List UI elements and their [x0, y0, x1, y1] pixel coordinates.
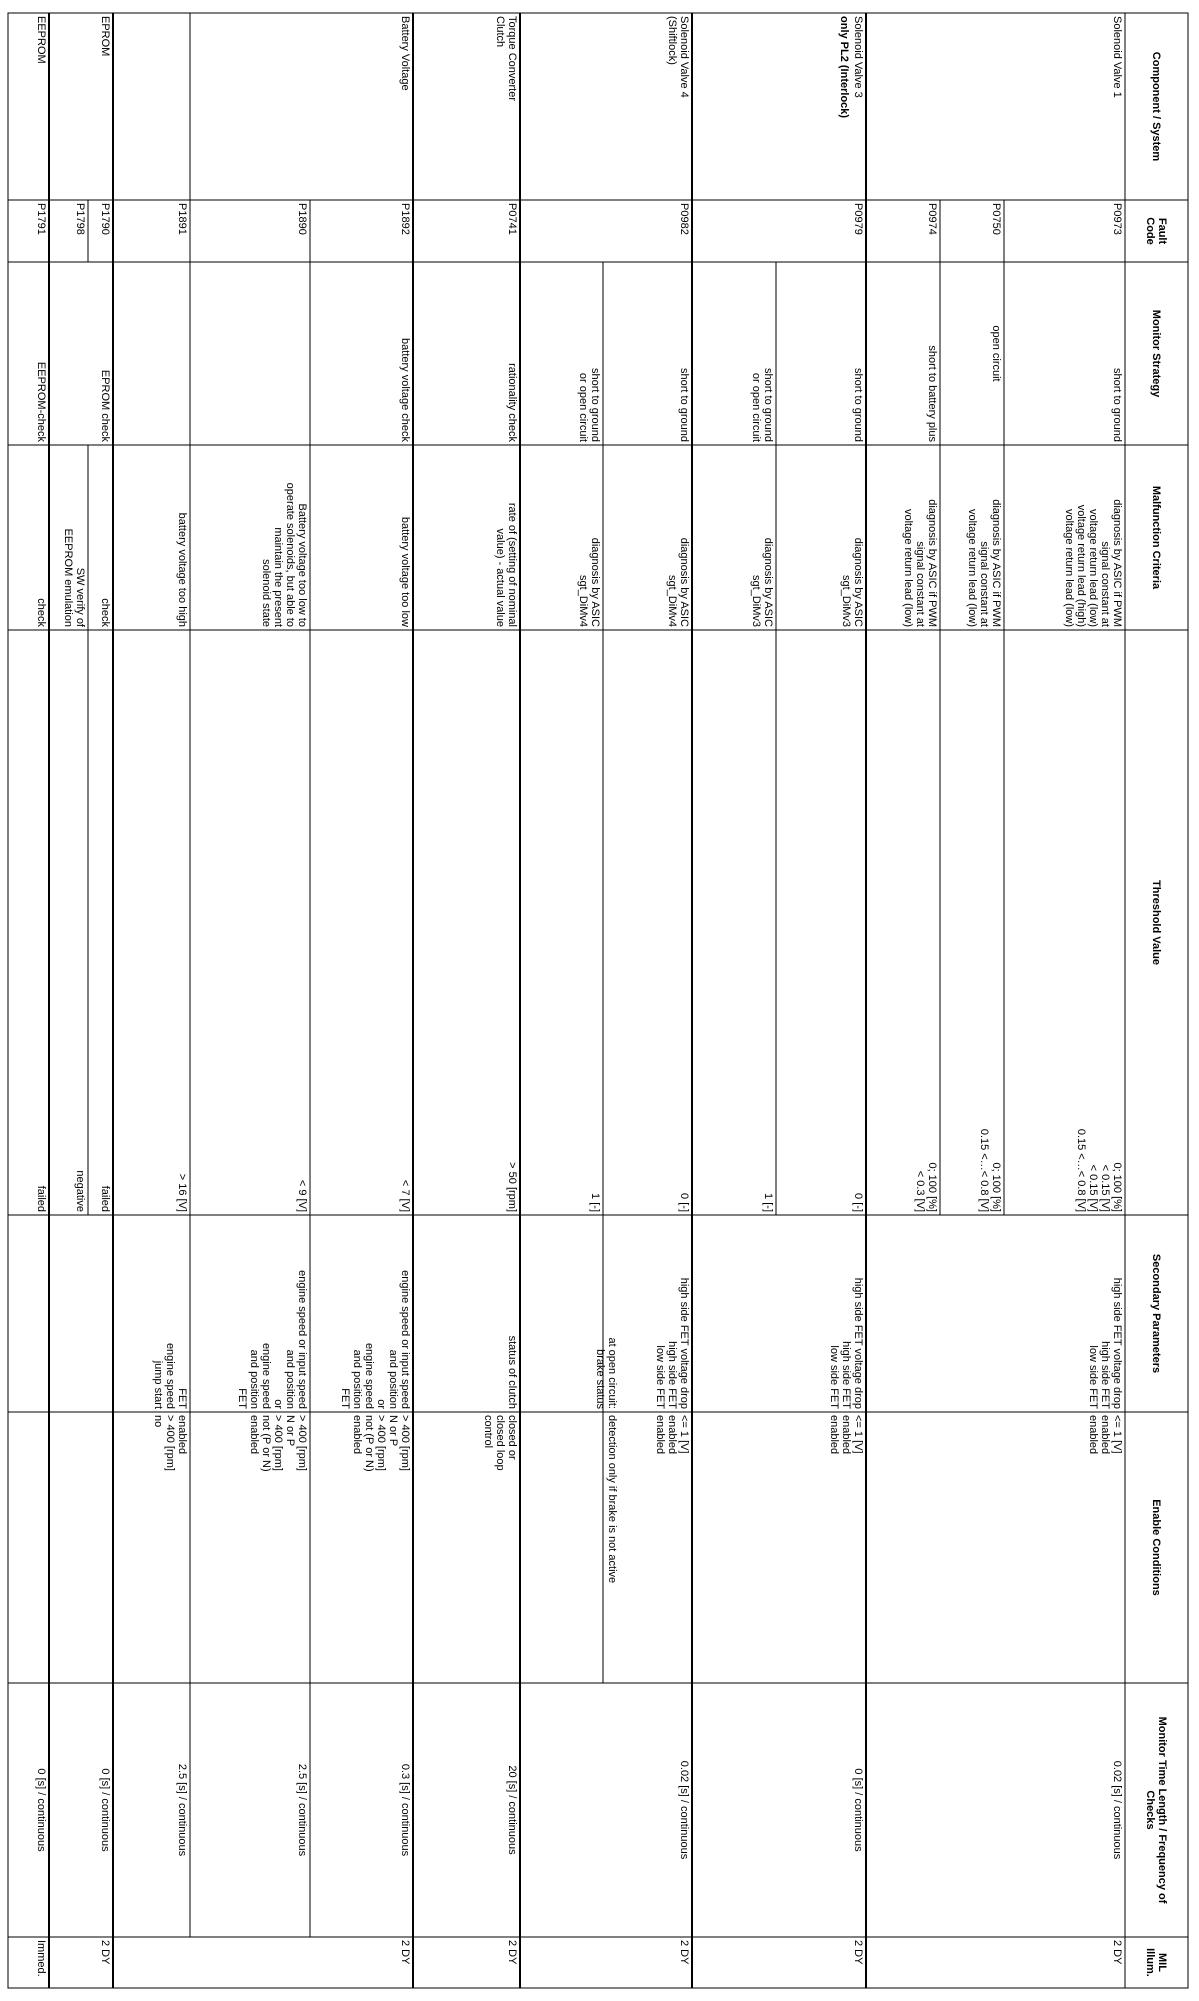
- sv1-strategy-a-text: short to ground: [1111, 368, 1123, 442]
- sv3-strategy-b-text: short to ground or open circuit: [750, 368, 774, 442]
- sv3-malf-a-text: diagnosis by ASIC sgt_DiMv3: [840, 537, 864, 627]
- eprom-thr-a-text: failed: [99, 1185, 111, 1212]
- sv3-component-1-text: Solenoid Valve 3: [852, 16, 864, 98]
- eprom-code-b: [72, 200, 88, 262]
- sv3-thr-b-text: 1 [-]: [762, 1193, 774, 1212]
- tcc-mil-text: 2 DY: [506, 1940, 518, 1965]
- batt-time-a-text: 0.3 [s] / continuous: [399, 1763, 411, 1857]
- eeprom-thr: [33, 630, 49, 1215]
- sv4-strategy-a: [676, 262, 692, 445]
- eeprom-code-text: P1791: [35, 203, 47, 235]
- batt-code-a: [397, 200, 413, 262]
- header-enable: [1125, 1412, 1188, 1683]
- sv1-malf-c-text: diagnosis by ASIC if PWM signal constant at voltage return lead (low): [902, 499, 938, 627]
- sv1-malf-b-text: diagnosis by ASIC if PWM signal constant at voltage return lead (low): [966, 499, 1002, 627]
- sv3-time: [850, 1683, 866, 1937]
- sv4-sec-b: [573, 1215, 620, 1412]
- batt-mil: [397, 1937, 413, 1988]
- batt-thr-a: [397, 630, 413, 1215]
- sv4-component: [662, 13, 692, 200]
- sv1-mil-text: 2 DY: [1111, 1940, 1123, 1965]
- sv3-strategy-a: [850, 262, 866, 445]
- sv1-time-text: 0.02 [s] / continuous: [1111, 1760, 1123, 1860]
- sv4-en-b-text: detection only if brake is not active: [606, 1415, 618, 1584]
- eeprom-component: [33, 13, 49, 200]
- sv4-time: [676, 1683, 692, 1937]
- sv1-thr-b: [960, 630, 1004, 1215]
- sv3-malf-a: [836, 445, 866, 630]
- header-time-text: Monitor Time Length / Frequency of Checks: [1144, 1716, 1169, 1904]
- sv4-thr-a: [676, 630, 692, 1215]
- sv4-code-text: P0982: [678, 203, 690, 235]
- sv3-en: [822, 1412, 866, 1683]
- sv3-component-2-text: only PL2 (Interlock): [838, 16, 850, 119]
- eprom-time: [97, 1683, 113, 1937]
- tcc-code: [504, 200, 520, 262]
- sv3-code-text: P0979: [852, 203, 864, 235]
- sv1-strategy-b: [940, 262, 1004, 445]
- eprom-mil-text: 2 DY: [99, 1940, 111, 1965]
- batt-en-a: [330, 1412, 413, 1683]
- header-malfunction: [1125, 445, 1188, 630]
- sv3-thr-a-text: 0 [-]: [852, 1193, 864, 1212]
- eprom-thr-b: [72, 630, 88, 1215]
- eprom-mil: [97, 1937, 113, 1988]
- eprom-thr-b-text: negative: [74, 1170, 86, 1212]
- sv3-mil-text: 2 DY: [852, 1940, 864, 1965]
- header-time: [1125, 1683, 1188, 1937]
- eprom-time-text: 0 [s] / continuous: [99, 1768, 111, 1852]
- sv3-sec: [822, 1215, 866, 1412]
- eprom-thr-a: [97, 630, 113, 1215]
- sv3-mil: [850, 1937, 866, 1988]
- eeprom-mil-text: Immed.: [35, 1940, 47, 1977]
- batt-thr-c: [174, 630, 190, 1215]
- eeprom-time: [33, 1683, 49, 1937]
- sv1-time: [1090, 1683, 1125, 1937]
- batt-malf-a: [397, 445, 413, 630]
- eprom-strategy-text: EPROM check: [99, 369, 111, 442]
- batt-code-a-text: P1892: [399, 203, 411, 235]
- header-mil: [1125, 1937, 1188, 1988]
- eprom-component-text: EPROM: [99, 16, 111, 57]
- header-threshold-text: Threshold Value: [1150, 880, 1163, 965]
- sv4-en-b: [603, 1412, 620, 1683]
- eprom-malf-b-text: SW verify of EEPROM emulation: [62, 528, 86, 627]
- sv4-time-text: 0.02 [s] / continuous: [678, 1760, 690, 1860]
- batt-thr-a-text: < 7 [V]: [399, 1179, 411, 1212]
- sv1-thr-b-text: 0; 100 [%] 0.15 <…< 0.8 [V]: [978, 1128, 1002, 1212]
- tcc-strategy-text: rationality check: [506, 363, 518, 442]
- batt-malf-b: [250, 445, 310, 630]
- batt-en-a-text: > 400 [rpm] N or P > 400 [rpm] not (P or N) enabled: [351, 1415, 411, 1472]
- sv4-strategy-b: [573, 262, 603, 445]
- sv3-strategy-b: [744, 262, 776, 445]
- header-monitor-strategy-text: Monitor Strategy: [1150, 309, 1163, 398]
- batt-sec-b: [214, 1215, 310, 1412]
- batt-thr-b: [294, 630, 310, 1215]
- eeprom-strategy: [33, 262, 49, 445]
- sv1-code-a-text: P0973: [1111, 203, 1123, 235]
- eeprom-strategy-text: EEPROM-check: [35, 361, 47, 442]
- tcc-thr: [504, 630, 520, 1215]
- sv1-strategy-c-text: short to battery plus: [926, 345, 938, 442]
- sv1-strategy-a: [1089, 262, 1125, 445]
- sv1-en-a-text: <= 1 [V] enabled enabled: [1087, 1415, 1123, 1455]
- batt-malf-b-text: Battery voltage too low to operate solenoids, but able to maintain the present solenoid state: [260, 482, 308, 627]
- batt-time-b: [294, 1683, 310, 1937]
- eprom-malf-a: [97, 445, 113, 630]
- sv1-malf-a: [1040, 445, 1125, 630]
- sv1-strategy-b-text: open circuit: [990, 325, 1002, 382]
- batt-code-b-text: P1890: [296, 203, 308, 235]
- sv1-thr-a-text: 0; 100 [%] < 0.15 [V] < 0.15 [V] 0.15 <…< 0.8 [V]: [1075, 1128, 1123, 1212]
- sv1-malf-a-text: diagnosis by ASIC if PWM signal constant at voltage return lead (low) voltage return lead (high) voltage return lead (low): [1063, 499, 1123, 627]
- tcc-component-text: Torque Converter Clutch: [494, 16, 518, 101]
- batt-time-c-text: 2.5 [s] / continuous: [176, 1763, 188, 1857]
- tcc-sec: [504, 1215, 520, 1412]
- tcc-mil: [504, 1937, 520, 1988]
- sv4-en-a: [648, 1412, 692, 1683]
- sv3-sec-text: high side FET voltage drop high side FET low side FET: [828, 1277, 864, 1409]
- tcc-malf-text: rate of (setting of nominal value) - actual value: [494, 502, 518, 627]
- eeprom-malf-text: check: [35, 598, 47, 627]
- sv1-thr-c-text: 0; 100 [%] < 0.3 [V]: [914, 1162, 938, 1212]
- sv3-component-2: [836, 13, 852, 200]
- sv3-component-1: [850, 13, 866, 200]
- sv4-malf-b-text: diagnosis by ASIC sgt_DiMv4: [577, 537, 601, 627]
- sv1-sec-a: [1060, 1215, 1125, 1412]
- batt-sec-c: [148, 1215, 190, 1412]
- tcc-strategy: [504, 262, 520, 445]
- eeprom-time-text: 0 [s] / continuous: [35, 1768, 47, 1852]
- header-fault-code: [1125, 200, 1188, 262]
- sv4-mil-text: 2 DY: [678, 1940, 690, 1965]
- tcc-sec-text: status of clutch: [506, 1335, 518, 1409]
- batt-malf-c-text: battery voltage too high: [176, 512, 188, 627]
- sv4-strategy-a-text: short to ground: [678, 368, 690, 442]
- sv1-component-text: Solenoid Valve 1: [1111, 16, 1123, 98]
- header-malfunction-text: Malfunction Criteria: [1150, 485, 1163, 590]
- header-monitor-strategy: [1125, 262, 1188, 445]
- sv1-en-a: [1060, 1412, 1125, 1683]
- sv3-time-text: 0 [s] / continuous: [852, 1768, 864, 1852]
- sv4-thr-b-text: 1 [-]: [589, 1193, 601, 1212]
- tcc-time: [504, 1683, 520, 1937]
- eeprom-code: [33, 200, 49, 262]
- eeprom-mil: [33, 1937, 49, 1988]
- batt-thr-b-text: < 9 [V]: [296, 1179, 308, 1212]
- batt-mil-text: 2 DY: [399, 1940, 411, 1965]
- sv3-en-text: <= 1 [V] enabled enabled: [828, 1415, 864, 1455]
- sv3-thr-b: [758, 630, 776, 1215]
- batt-time-a: [397, 1683, 413, 1937]
- tcc-thr-text: > 50 [rpm]: [506, 1162, 518, 1212]
- eprom-strategy: [97, 262, 113, 445]
- eeprom-component-text: EEPROM: [35, 16, 47, 64]
- sv4-thr-a-text: 0 [-]: [678, 1193, 690, 1212]
- sv1-code-c-text: P0974: [926, 203, 938, 235]
- header-mil-text: MIL Illum.: [1144, 1948, 1169, 1977]
- eprom-component: [97, 13, 113, 200]
- sv4-sec-b-text: at open circuit: brake status: [594, 1337, 618, 1409]
- tcc-malf: [490, 445, 520, 630]
- sv1-strategy-c: [920, 262, 940, 445]
- sv4-component-text: Solenoid Valve 4 (Shiftlock): [666, 16, 690, 98]
- tcc-time-text: 20 [s] / continuous: [506, 1765, 518, 1855]
- sv1-thr-a: [1004, 630, 1125, 1215]
- batt-time-c: [174, 1683, 190, 1937]
- batt-en-b: [224, 1412, 310, 1683]
- sv3-strategy-a-text: short to ground: [852, 368, 864, 442]
- eprom-code-b-text: P1798: [74, 203, 86, 235]
- batt-strategy: [397, 262, 413, 445]
- eprom-code-a-text: P1790: [99, 203, 111, 235]
- sv4-malf-b: [573, 445, 603, 630]
- sv4-thr-b: [585, 630, 603, 1215]
- sv1-code-b-text: P0750: [990, 203, 1002, 235]
- header-secondary-text: Secondary Parameters: [1150, 1253, 1163, 1374]
- sv1-malf-b: [960, 445, 1004, 630]
- batt-en-b-text: > 400 [rpm] N or P > 400 [rpm] not (P or N) enabled: [248, 1415, 308, 1472]
- batt-thr-c-text: > 16 [V]: [176, 1173, 188, 1212]
- batt-code-c-text: P1891: [176, 203, 188, 235]
- sv3-malf-b-text: diagnosis by ASIC sgt_DiMv3: [750, 537, 774, 627]
- header-threshold: [1125, 630, 1188, 1215]
- header-fault-code-text: Fault Code: [1144, 217, 1169, 245]
- sv1-code-c: [925, 200, 940, 262]
- eprom-malf-a-text: check: [99, 598, 111, 627]
- eeprom-thr-text: failed: [35, 1185, 47, 1212]
- header-component-text: Component / System: [1150, 51, 1163, 162]
- tcc-code-text: P0741: [506, 203, 518, 235]
- sv1-sec-a-text: high side FET voltage drop high side FET low side FET: [1087, 1277, 1123, 1409]
- eprom-malf-b: [58, 445, 88, 630]
- header-secondary: [1125, 1215, 1188, 1412]
- sv4-mil: [676, 1937, 692, 1988]
- batt-code-c: [174, 200, 190, 262]
- header-enable-text: Enable Conditions: [1150, 1499, 1163, 1596]
- sv3-malf-b: [744, 445, 776, 630]
- tcc-en: [476, 1412, 520, 1683]
- sv4-sec-a: [648, 1215, 692, 1412]
- batt-component-text: Battery Voltage: [399, 16, 411, 91]
- sv3-code: [850, 200, 866, 262]
- batt-en-c-text: enabled > 400 [rpm] no: [152, 1415, 188, 1471]
- batt-sec-a-text: engine speed or input speed and position or engine speed and position FET: [339, 1270, 411, 1409]
- sv4-en-a-text: <= 1 [V] enabled enabled: [654, 1415, 690, 1455]
- sv1-thr-c: [890, 630, 940, 1215]
- sv4-malf-a-text: diagnosis by ASIC sgt_DiMv4: [666, 537, 690, 627]
- sv4-malf-a: [662, 445, 692, 630]
- batt-time-b-text: 2.5 [s] / continuous: [296, 1763, 308, 1857]
- tcc-en-text: closed or closed loop control: [482, 1415, 518, 1471]
- sv1-malf-c: [890, 445, 940, 630]
- batt-code-b: [294, 200, 310, 262]
- batt-malf-a-text: battery voltage too low: [399, 516, 411, 627]
- batt-component: [397, 13, 413, 200]
- sv1-code-b: [990, 200, 1004, 262]
- sv3-thr-a: [850, 630, 866, 1215]
- sv1-code-a: [1089, 200, 1125, 262]
- batt-en-c: [148, 1412, 190, 1683]
- batt-malf-c: [174, 445, 190, 630]
- tcc-component: [490, 13, 520, 200]
- header-component: [1125, 13, 1188, 200]
- sv4-code: [676, 200, 692, 262]
- batt-sec-b-text: engine speed or input speed and position or engine speed and position FET: [236, 1270, 308, 1409]
- sv4-sec-a-text: high side FET voltage drop high side FET low side FET: [654, 1277, 690, 1409]
- batt-sec-a: [320, 1215, 413, 1412]
- batt-sec-c-text: FET engine speed jump start: [152, 1342, 188, 1409]
- eprom-code-a: [97, 200, 113, 262]
- sv1-mil: [1105, 1937, 1125, 1988]
- sv1-component: [1089, 13, 1125, 200]
- batt-strategy-text: battery voltage check: [399, 338, 411, 442]
- sv4-strategy-b-text: short to ground or open circuit: [577, 368, 601, 442]
- eeprom-malf: [33, 445, 49, 630]
